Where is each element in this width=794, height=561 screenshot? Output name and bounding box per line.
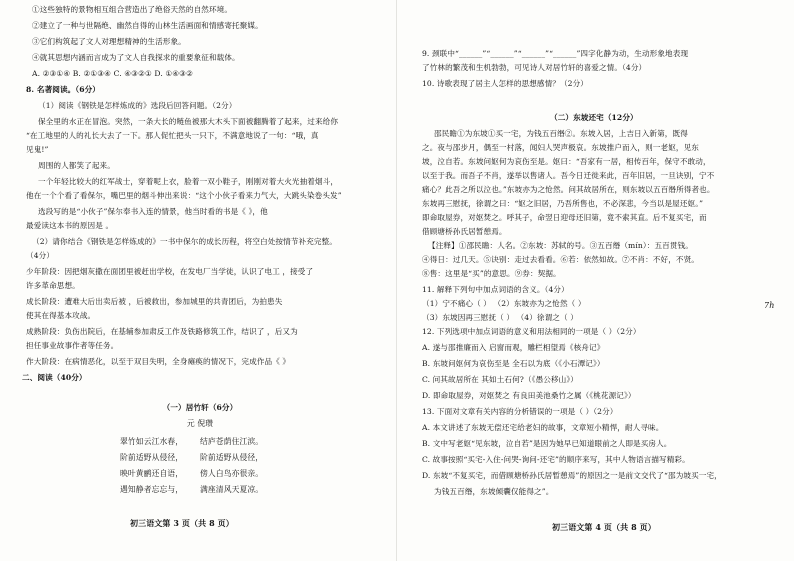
poem-line-2: 阶前适野从侵径， [120, 453, 184, 462]
left-line-25: 二、阅读（40分） [22, 373, 87, 382]
right-line-22: C. 问其故居所在 其如土石何?（《愚公移山》） [422, 375, 578, 384]
left-line-10: 见鬼!” [26, 145, 49, 154]
poem-author: 元 倪瓒 [186, 419, 214, 428]
right-page-footer: 初三语文第 4 页（共 8 页） [552, 522, 656, 532]
right-line-4: （二）东坡还宅（12分） [550, 113, 638, 122]
right-line-10: 东坡再三慰抚，徐谓之曰：“妪之旧居，乃吾所售也，不必深悲，今当以是屋还妪。” [422, 199, 704, 208]
left-line-17: （4分） [26, 251, 55, 260]
right-line-3: 10. 诗歌表现了居主人怎样的思想感情？（2分） [422, 79, 589, 88]
right-line-25: A. 本文讲述了东坡无偿还宅给老妇的故事，文章短小精悍，耐人寻味。 [422, 423, 664, 432]
right-line-12: 借顾塘桥孙氏居暂憩焉。 [422, 227, 507, 236]
poem-line-4b: 满座清风天夏凉。 [200, 485, 264, 494]
right-line-23: D. 即命取屋券，对妪焚之 有良田美池桑竹之属（《桃花源记》） [422, 391, 636, 400]
left-line-22: 成熟阶段：负伤出院后，在基辅参加肃反工作及铁路修筑工作，结识了 ，后又为 [26, 327, 298, 336]
left-line-6: 8. 名著阅读。（6分） [26, 85, 101, 94]
right-page [402, 0, 794, 561]
right-line-13: 【注释】①邵民瞻：人名。②东坡：苏轼的号。③五百缗（mín）：五百贯钱。 [428, 241, 693, 250]
poem-section-title: （一）居竹轩（6分） [162, 403, 238, 412]
poem-line-1b: 结庐苍荫住江滨。 [200, 437, 264, 446]
right-line-27: C. 故事按照“买宅-入住-问哭-询问-还宅”的顺序来写，其中人物语言描写精彩。 [422, 455, 690, 464]
margin-handwriting: 7h [764, 301, 775, 310]
left-line-16: （2）请你结合《钢铁是怎样炼成的》一书中保尔的成长历程，将空白处按情节补充完整。 [32, 237, 337, 246]
left-line-23: 担任事业故事作者等任务。 [26, 341, 119, 350]
left-line-14: 选段写的是“小伙子”保尔奉书入连的情景，他当时看的书是《 》，他 [38, 207, 268, 216]
page-divider [396, 0, 397, 561]
right-line-1: 9. 颈联中“______”“______”“______”“______”四字化静为动，生动形象地表现 [422, 49, 689, 58]
poem-line-3b: 傍人白鸟亦很亲。 [200, 469, 264, 478]
left-line-8: 保全里的水正在冒泡。突然，一条大长的鲢鱼被那大木头下面被翻腾着了起来，过来给你 [38, 117, 339, 126]
poem-line-2b: 阶前适野从侵径， [200, 453, 264, 462]
left-page-footer: 初三语文第 3 页（共 8 页） [130, 518, 234, 528]
left-line-5: A. ②③①④ B. ②①③④ C. ④③②① D. ①④③② [32, 69, 193, 78]
right-line-8: 以至于我。而吾子不肖，遂举以售诸人。吾今日迁徙来此，百年旧居，一旦诀别，宁不 [422, 171, 715, 180]
poem-line-1: 翠竹如云江水春， [120, 437, 184, 446]
poem-line-4: 遇知静者忘忘与， [120, 485, 184, 494]
right-line-18: （3）东坡因再三慰抚（ ） （4）徐谓之（ ） [422, 313, 578, 322]
left-line-18: 少年阶段：因把烟灰撒在面团里被赶出学校，在发电厂当学徒，认识了电工 ，接受了 [26, 267, 314, 276]
right-line-20: A. 遂与邵推廉而入 启窗而观，雕栏相望焉《核舟记》 [422, 343, 605, 352]
left-line-7: （1）阅读《钢铁是怎样炼成的》选段后回答问题。（2分） [38, 101, 237, 110]
right-line-9: 痛心？此吾之所以泣也。”东坡亦为之怆然。问其故居所在，则东坡以五百缗所得者也。 [422, 185, 715, 194]
left-line-20: 成长阶段：遭难大后出卖后被 ，后被救出，参加城里的共青团后，为拍患失 [26, 297, 283, 306]
right-line-28: D. 东坡“不复买宅，而借顾塘桥孙氏居暂憩焉”的原因之一是前文交代了“邵为坡买一宅， [422, 471, 722, 480]
left-line-9: “在工地里的人的礼长大去了一下。那人促忙把头一只下，不满意地说了一句：“哦，真 [26, 131, 319, 140]
right-line-6: 之。夜与邵步月，偶至一村落，闻妇人哭声极哀。东坡推户而入，则一老妪，见东 [422, 143, 699, 152]
right-line-26: B. 文中写老妪“见东坡，泣自若”是因为她早已知道眼前之人即是买房人。 [422, 439, 672, 448]
left-line-2: ②建立了一种与世隔绝、幽然自得的山林生活画面和情感寄托聚媒。 [32, 21, 263, 30]
left-line-4: ④就其思想内涵而言成为了文人自我探求的重要象征和载体。 [32, 53, 240, 62]
right-line-29: 为钱五百缗，东坡倾囊仅能得之”。 [434, 487, 554, 496]
right-line-5: 邵民瞻①为东坡①买一宅，为钱五百缗②。东坡入居，上吉日入新第，既得 [434, 129, 688, 138]
left-line-21: 使其在得基本攻战。 [26, 311, 96, 320]
right-line-21: B. 东坡问妪何为哀伤至是 全石以为底（《小石潭记》） [422, 359, 605, 368]
poem-line-3: 映叶黄鹂还自语， [120, 469, 184, 478]
left-line-19: 许多革命思想。 [26, 281, 80, 290]
right-line-16: 11. 解释下列句中加点词语的含义。（4分） [422, 285, 569, 294]
right-line-11: 即命取屋券，对妪焚之。呼其子，命翌日迎母还旧第，竟不索其直。后不复买宅，而 [422, 213, 707, 222]
left-line-13: 他在一个个看了看保尔，嘴巴里的烟斗伸出来说：“这个小伙子看来力气大，大跳头染卷头发” [26, 191, 342, 200]
right-line-19: 12. 下列选项中加点词语的意义和用法相同的一项是（ ）（2分） [422, 327, 641, 336]
left-line-12: 一个年轻比较大的红军战士，穿着呢上衣，脸着一双小鞋子，刚刚对着大火光抽着烟斗， [38, 177, 339, 186]
right-line-7: 坡，泣自若。东坡问妪何为哀伤至是。妪曰：“吾家有一居，相传百年，保守不敢动， [422, 157, 711, 166]
right-line-14: ④得日：过几天。⑤诀别：走过去看看。⑥若：依然如故。⑦不肖：不好，不贤。 [422, 255, 699, 264]
right-line-15: ⑧售：这里是“买”的意思。⑨券：契据。 [422, 269, 561, 278]
right-line-2: 了竹林的繁茂和生机勃勃，可见诗人对居竹轩的喜爱之情。（4分） [422, 63, 647, 72]
left-line-1: ①这些独特的景物相互组合营造出了绝俗天然的自然环境。 [32, 5, 233, 14]
left-line-15: 最爱读这本书的原因是 。 [26, 221, 114, 230]
left-page [0, 0, 392, 561]
left-line-3: ③它们构筑起了文人对理想精神的生活形象。 [32, 37, 186, 46]
right-line-24: 13. 下面对文章有关内容的分析错误的一项是（ ）（2分） [422, 407, 618, 416]
left-line-11: 周围的人都笑了起来。 [38, 161, 115, 170]
right-line-17: （1）宁不痛心（ ） （2）东坡亦为之怆然（ ） [422, 299, 586, 308]
left-line-24: 作大阶段：在病情恶化，以至于双目失明，全身瘫痪的情况下，完成作品《 》 [26, 357, 291, 366]
